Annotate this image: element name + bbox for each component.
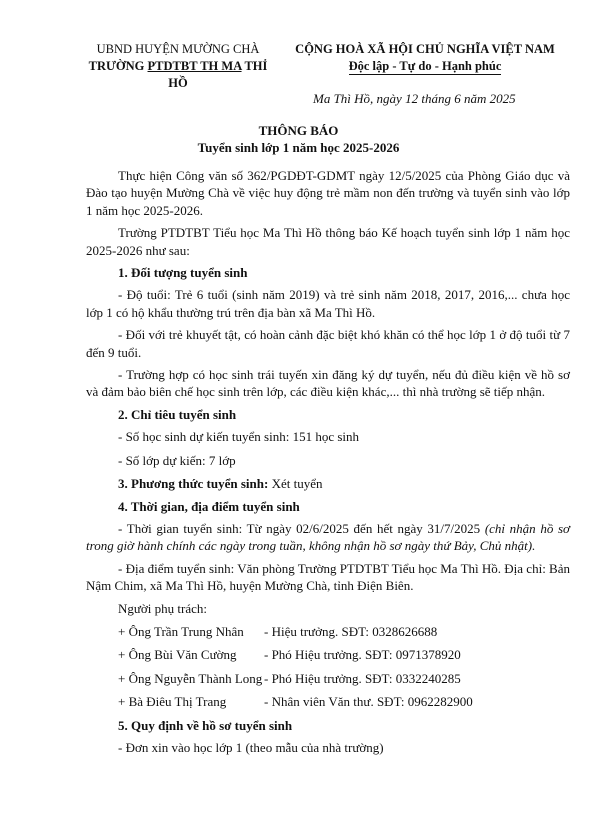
- document-date: Ma Thì Hồ, ngày 12 tháng 6 năm 2025: [313, 91, 516, 106]
- section-1-heading: 1. Đối tượng tuyển sinh: [118, 265, 248, 281]
- section-2-item: - Số học sinh dự kiến tuyển sinh: 151 học sinh: [118, 429, 360, 445]
- contact-role: - Phó Hiệu trưởng. SĐT: 0971378920: [264, 647, 461, 663]
- title-main: THÔNG BÁO: [258, 123, 339, 138]
- title-subject: Tuyển sinh lớp 1 năm học 2025-2026: [197, 140, 400, 155]
- contact-name: + Ông Bùi Văn Cường: [118, 647, 237, 663]
- contact-label: Người phụ trách:: [118, 600, 208, 616]
- national-motto: Độc lập - Tự do - Hạnh phúc: [348, 59, 502, 73]
- section-3-value: Xét tuyển: [268, 476, 323, 492]
- intro-paragraph-2: Trường PTDTBT Tiểu học Ma Thì Hồ thông báo Kế hoạch tuyển sinh lớp 1 năm học 2025-2026 như sau:: [86, 225, 570, 258]
- contact-role: - Hiệu trưởng. SĐT: 0328626688: [264, 623, 438, 639]
- contact-row: [86, 670, 570, 687]
- section-1-item: - Độ tuổi: Trẻ 6 tuổi (sinh năm 2019) và trẻ sinh năm 2018, 2017, 2016,... chưa học lớp 1 có hộ khẩu thường trú trên địa bàn xã Ma Thì Hồ.: [86, 287, 570, 320]
- section-1-item: - Trường hợp có học sinh trái tuyến xin đăng ký dự tuyển, nếu đủ điều kiện về hồ sơ và đảm bảo biên chế học sinh trên lớp, các điều kiện khác,... thì nhà trường sẽ tiếp nhận.: [86, 367, 570, 400]
- section-5-item: - Đơn xin vào học lớp 1 (theo mẫu của nhà trường): [118, 739, 384, 755]
- contact-role: - Phó Hiệu trưởng. SĐT: 0332240285: [264, 670, 461, 686]
- issuer-authority: UBND HUYỆN MƯỜNG CHÀ: [96, 42, 260, 56]
- section-3: [86, 475, 570, 492]
- section-4-time: - Thời gian tuyển sinh: Từ ngày 02/6/2025 đến hết ngày 31/7/2025 (chỉ nhận hồ sơ trong giờ hành chính các ngày trong tuần, không nhận hồ sơ ngày thứ Bảy, Chủ nhật).: [86, 520, 570, 554]
- contact-row: [86, 646, 570, 663]
- contact-name: + Ông Trần Trung Nhân: [118, 623, 244, 639]
- contact-name: + Ông Nguyễn Thành Long: [118, 670, 263, 686]
- section-1-item: - Đối với trẻ khuyết tật, có hoàn cảnh đặc biệt khó khăn có thể học lớp 1 ở độ tuổi từ 7 đến 9 tuổi.: [86, 327, 570, 360]
- section-5-heading: 5. Quy định về hồ sơ tuyển sinh: [118, 717, 293, 733]
- section-4-heading: 4. Thời gian, địa điểm tuyển sinh: [118, 498, 300, 514]
- intro-paragraph-1: Thực hiện Công văn số 362/PGDĐT-GDMT ngày 12/5/2025 của Phòng Giáo dục và Đào tạo huyện Mường Chà về việc huy động trẻ mầm non đến trường và tuyển sinh vào lớp 1 năm học 2025-2026.: [86, 168, 570, 218]
- document-title: [0, 122, 597, 156]
- section-4-place: - Địa điểm tuyển sinh: Văn phòng Trường PTDTBT Tiểu học Ma Thì Hồ. Địa chỉ: Bản Nậm Chim, xã Ma Thì Hồ, huyện Mường Chà, tỉnh Điện Biên.: [86, 560, 570, 594]
- section-2-item: - Số lớp dự kiến: 7 lớp: [118, 452, 236, 468]
- contact-role: - Nhân viên Văn thư. SĐT: 0962282900: [264, 694, 473, 710]
- section-3-heading: 3. Phương thức tuyển sinh:: [118, 476, 269, 492]
- contact-name: + Bà Điêu Thị Trang: [118, 694, 227, 710]
- issuer-school: TRƯỜNG PTDTBT TH MA THỈ HỒ: [88, 59, 268, 90]
- contact-row: [86, 693, 570, 710]
- document-body: [86, 167, 570, 761]
- section-4-time-note: (chỉ nhận hồ sơ trong giờ hành chính các ngày trong tuần, không nhận hồ sơ ngày thứ Bảy, Chủ nhật).: [86, 520, 570, 554]
- contact-row: [86, 623, 570, 640]
- issuer-block: [78, 41, 278, 92]
- national-title: CỘNG HOÀ XÃ HỘI CHỦ NGHĨA VIỆT NAM: [295, 42, 555, 56]
- national-motto-block: [285, 41, 565, 75]
- section-2-heading: 2. Chỉ tiêu tuyển sinh: [118, 406, 237, 422]
